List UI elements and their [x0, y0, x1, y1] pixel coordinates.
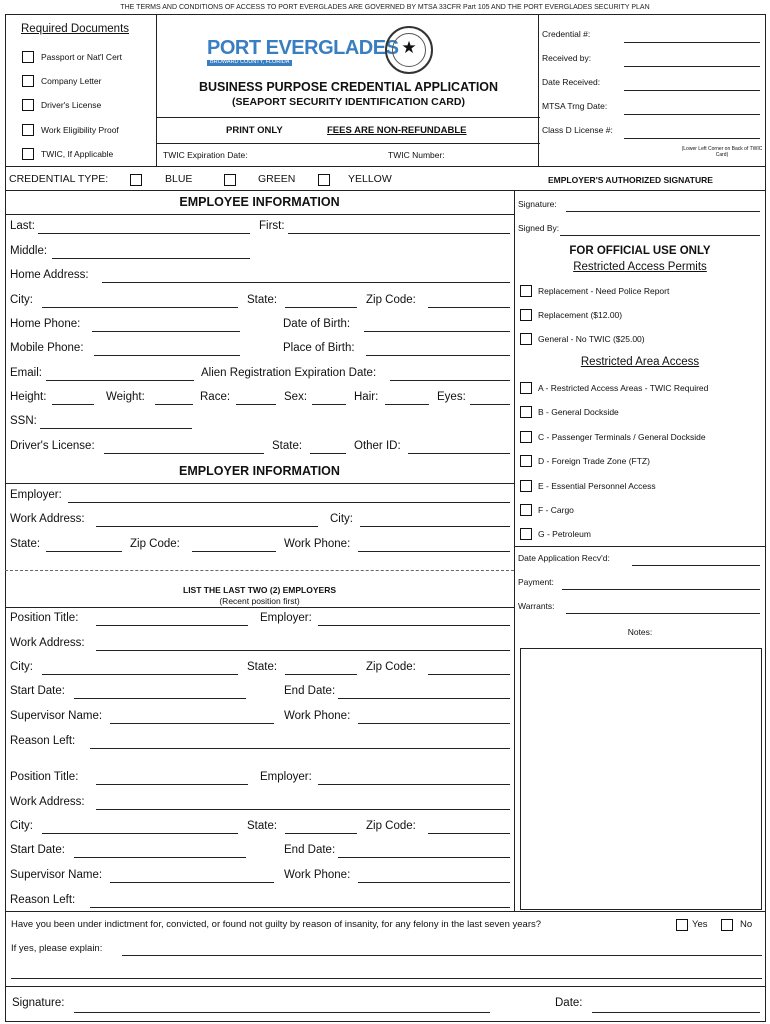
position-title-field-1[interactable] [96, 625, 248, 626]
height-label: Height: [10, 391, 47, 403]
race-field[interactable] [236, 404, 276, 405]
prev-state-field-2[interactable] [285, 833, 357, 834]
checkbox-company-letter[interactable] [22, 75, 34, 87]
checkbox-green[interactable] [224, 174, 236, 186]
area-option: A - Restricted Access Areas - TWIC Required [538, 383, 709, 393]
checkbox-drivers-license[interactable] [22, 99, 34, 111]
employer-label: Employer: [10, 489, 62, 501]
dl-state-label: State: [272, 440, 303, 452]
weight-field[interactable] [155, 404, 193, 405]
checkbox-general-no-twic[interactable] [520, 333, 532, 345]
mobile-phone-field[interactable] [94, 355, 240, 356]
date-received-label: Date Received: [542, 77, 601, 87]
signature-field[interactable] [74, 1012, 490, 1013]
ssn-field[interactable] [40, 428, 192, 429]
prev-work-address-field-2[interactable] [96, 809, 510, 810]
prev-work-phone-label: Work Phone: [284, 869, 351, 881]
explain-field-1[interactable] [122, 955, 762, 956]
checkbox-passport[interactable] [22, 51, 34, 63]
prev-employer-field-1[interactable] [318, 625, 510, 626]
checkbox-area-f[interactable] [520, 504, 532, 516]
home-phone-label: Home Phone: [10, 318, 81, 330]
supervisor-name-label: Supervisor Name: [10, 869, 103, 881]
prev-state-label: State: [247, 661, 278, 673]
position-title-field-2[interactable] [96, 784, 248, 785]
doc-label: TWIC, If Applicable [41, 149, 114, 159]
sex-field[interactable] [312, 404, 346, 405]
prev-work-address-label: Work Address: [10, 637, 85, 649]
alien-registration-field[interactable] [390, 380, 510, 381]
last-name-label: Last: [10, 220, 35, 232]
official-use-heading: FOR OFFICIAL USE ONLY [569, 245, 711, 257]
logo-subtext: BROWARD COUNTY, FLORIDA [207, 60, 292, 66]
prev-zip-field-2[interactable] [428, 833, 510, 834]
prev-work-address-field-1[interactable] [96, 650, 510, 651]
supervisor-name-field-1[interactable] [110, 723, 274, 724]
permit-option: General - No TWIC ($25.00) [538, 334, 645, 344]
date-application-received-label: Date Application Recv'd: [518, 553, 610, 563]
city-field[interactable] [42, 307, 238, 308]
mtsa-training-date-label: MTSA Trng Date: [542, 101, 608, 111]
port-everglades-logo: PORT EVERGLADES [207, 37, 399, 59]
area-option: G - Petroleum [538, 529, 591, 539]
supervisor-name-label: Supervisor Name: [10, 710, 103, 722]
permit-option: Replacement ($12.00) [538, 310, 623, 320]
eyes-field[interactable] [470, 404, 510, 405]
last-employers-heading: LIST THE LAST TWO (2) EMPLOYERS [183, 585, 336, 595]
area-option: B - General Dockside [538, 407, 619, 417]
prev-state-field-1[interactable] [285, 674, 357, 675]
email-label: Email: [10, 367, 42, 379]
employer-zip-field[interactable] [192, 551, 276, 552]
middle-name-label: Middle: [10, 245, 48, 257]
twic-number-label: TWIC Number: [388, 150, 445, 160]
felony-no-label: No [740, 919, 753, 930]
prev-employer-label: Employer: [260, 771, 312, 783]
checkbox-blue[interactable] [130, 174, 142, 186]
hair-label: Hair: [354, 391, 379, 403]
dl-state-field[interactable] [310, 453, 346, 454]
reason-left-field-1[interactable] [90, 748, 510, 749]
required-documents-heading: Required Documents [21, 23, 130, 35]
other-id-field[interactable] [408, 453, 510, 454]
area-option: D - Foreign Trade Zone (FTZ) [538, 456, 650, 466]
first-name-label: First: [259, 220, 285, 232]
end-date-label: End Date: [284, 685, 336, 697]
prev-zip-field-1[interactable] [428, 674, 510, 675]
checkbox-felony-no[interactable] [721, 919, 733, 931]
last-name-field[interactable] [38, 233, 250, 234]
checkbox-replacement-police[interactable] [520, 285, 532, 297]
employer-state-label: State: [10, 538, 41, 550]
prev-zip-label: Zip Code: [366, 820, 416, 832]
signed-by-field[interactable] [560, 235, 760, 236]
area-option: F - Cargo [538, 505, 574, 515]
work-address-field[interactable] [96, 526, 318, 527]
reason-left-label: Reason Left: [10, 894, 76, 906]
start-date-field-2[interactable] [74, 857, 246, 858]
prev-city-field-2[interactable] [42, 833, 238, 834]
checkbox-area-e[interactable] [520, 480, 532, 492]
last-employers-subheading: (Recent position first) [219, 596, 300, 606]
sheriff-seal-icon: ★ [385, 26, 433, 74]
prev-city-field-1[interactable] [42, 674, 238, 675]
home-address-label: Home Address: [10, 269, 89, 281]
signature-label: Signature: [12, 997, 65, 1009]
employer-city-field[interactable] [360, 526, 510, 527]
end-date-label: End Date: [284, 844, 336, 856]
prev-city-label: City: [10, 661, 33, 673]
employer-information-heading: EMPLOYER INFORMATION [179, 464, 340, 478]
date-label: Date: [555, 997, 583, 1009]
checkbox-area-a[interactable] [520, 382, 532, 394]
notes-label: Notes: [627, 627, 653, 637]
city-label: City: [10, 294, 33, 306]
credential-type-label: CREDENTIAL TYPE: [9, 173, 109, 185]
warrants-label: Warrants: [518, 601, 555, 611]
eyes-label: Eyes: [437, 391, 466, 403]
option-blue: BLUE [165, 173, 193, 185]
authorized-signature-heading: EMPLOYER'S AUTHORIZED SIGNATURE [548, 175, 713, 185]
form-subtitle: (SEAPORT SECURITY IDENTIFICATION CARD) [232, 96, 465, 108]
date-field[interactable] [592, 1012, 760, 1013]
date-application-received-field[interactable] [632, 565, 760, 566]
position-title-label: Position Title: [10, 771, 79, 783]
date-of-birth-field[interactable] [364, 331, 510, 332]
middle-name-field[interactable] [52, 258, 250, 259]
weight-label: Weight: [106, 391, 145, 403]
drivers-license-label: Driver's License: [10, 440, 95, 452]
zip-code-field[interactable] [428, 307, 510, 308]
race-label: Race: [200, 391, 231, 403]
employer-field[interactable] [68, 502, 510, 503]
position-title-label: Position Title: [10, 612, 79, 624]
employer-state-field[interactable] [46, 551, 122, 552]
print-only: PRINT ONLY [226, 125, 283, 136]
class-d-license-field[interactable] [624, 138, 760, 139]
ssn-label: SSN: [10, 415, 37, 427]
twic-note: (Lower Left Corner on Back of TWIC Card) [681, 146, 763, 158]
end-date-field-1[interactable] [338, 698, 510, 699]
form-title: BUSINESS PURPOSE CREDENTIAL APPLICATION [198, 80, 499, 94]
checkbox-area-b[interactable] [520, 406, 532, 418]
place-of-birth-label: Place of Birth: [283, 342, 355, 354]
received-by-field[interactable] [624, 66, 760, 67]
employer-work-phone-label: Work Phone: [284, 538, 351, 550]
date-received-field[interactable] [624, 90, 760, 91]
prev-work-phone-field-2[interactable] [358, 882, 510, 883]
place-of-birth-field[interactable] [366, 355, 510, 356]
prev-zip-label: Zip Code: [366, 661, 416, 673]
employer-work-phone-field[interactable] [358, 551, 510, 552]
top-notice: THE TERMS AND CONDITIONS OF ACCESS TO PORT EVERGLADES ARE GOVERNED BY MTSA 33CFR Part 105 AND THE PORT EVERGLADES SECURITY PLAN [120, 4, 650, 11]
twic-expiration-label: TWIC Expiration Date: [163, 150, 248, 160]
option-green: GREEN [258, 173, 296, 185]
credential-number-label: Credential #: [542, 29, 591, 39]
class-d-license-label: Class D License #: [542, 125, 613, 135]
work-address-label: Work Address: [10, 513, 85, 525]
hair-field[interactable] [385, 404, 429, 405]
area-access-heading: Restricted Area Access [580, 356, 700, 368]
checkbox-work-eligibility[interactable] [22, 124, 34, 136]
permit-option: Replacement - Need Police Report [538, 286, 670, 296]
area-option: C - Passenger Terminals / General Dockside [538, 432, 706, 442]
height-field[interactable] [52, 404, 94, 405]
doc-label: Passport or Nat'l Cert [41, 52, 122, 62]
checkbox-area-g[interactable] [520, 528, 532, 540]
checkbox-felony-yes[interactable] [676, 919, 688, 931]
checkbox-area-c[interactable] [520, 431, 532, 443]
employer-zip-label: Zip Code: [130, 538, 180, 550]
prev-city-label: City: [10, 820, 33, 832]
checkbox-area-d[interactable] [520, 455, 532, 467]
option-yellow: YELLOW [348, 173, 392, 185]
employee-information-heading: EMPLOYEE INFORMATION [179, 195, 340, 209]
auth-signature-field[interactable] [566, 211, 760, 212]
start-date-field-1[interactable] [74, 698, 246, 699]
first-name-field[interactable] [288, 233, 510, 234]
explain-field-2[interactable] [11, 978, 762, 979]
fees-notice: FEES ARE NON-REFUNDABLE [327, 125, 467, 136]
start-date-label: Start Date: [10, 685, 65, 697]
home-address-field[interactable] [102, 282, 510, 283]
start-date-label: Start Date: [10, 844, 65, 856]
drivers-license-field[interactable] [104, 453, 264, 454]
sex-label: Sex: [284, 391, 308, 403]
state-field[interactable] [285, 307, 357, 308]
end-date-field-2[interactable] [338, 857, 510, 858]
home-phone-field[interactable] [92, 331, 240, 332]
permits-heading: Restricted Access Permits [573, 261, 707, 273]
mtsa-training-date-field[interactable] [624, 114, 760, 115]
prev-state-label: State: [247, 820, 278, 832]
checkbox-replacement-fee[interactable] [520, 309, 532, 321]
state-label: State: [247, 294, 278, 306]
prev-work-address-label: Work Address: [10, 796, 85, 808]
warrants-field[interactable] [566, 613, 760, 614]
prev-work-phone-label: Work Phone: [284, 710, 351, 722]
credential-number-field[interactable] [624, 42, 760, 43]
other-id-label: Other ID: [354, 440, 401, 452]
received-by-label: Received by: [542, 53, 592, 63]
prev-work-phone-field-1[interactable] [358, 723, 510, 724]
date-of-birth-label: Date of Birth: [283, 318, 351, 330]
zip-code-label: Zip Code: [366, 294, 416, 306]
mobile-phone-label: Mobile Phone: [10, 342, 84, 354]
notes-box[interactable] [520, 648, 762, 910]
felony-question: Have you been under indictment for, convicted, or found not guilty by reason of insanity, for any felony in the last seven years? [11, 919, 542, 930]
email-field[interactable] [46, 380, 194, 381]
checkbox-twic[interactable] [22, 148, 34, 160]
employer-city-label: City: [330, 513, 353, 525]
reason-left-field-2[interactable] [90, 907, 510, 908]
supervisor-name-field-2[interactable] [110, 882, 274, 883]
doc-label: Work Eligibility Proof [41, 125, 119, 135]
alien-registration-label: Alien Registration Expiration Date: [201, 367, 377, 379]
auth-signature-label: Signature: [518, 199, 557, 209]
doc-label: Company Letter [41, 76, 102, 86]
payment-field[interactable] [562, 589, 760, 590]
prev-employer-label: Employer: [260, 612, 312, 624]
payment-label: Payment: [518, 577, 554, 587]
signed-by-label: Signed By: [518, 223, 560, 233]
felony-yes-label: Yes [692, 919, 708, 930]
reason-left-label: Reason Left: [10, 735, 76, 747]
doc-label: Driver's License [41, 100, 102, 110]
explain-label: If yes, please explain: [11, 943, 103, 954]
area-option: E - Essential Personnel Access [538, 481, 656, 491]
checkbox-yellow[interactable] [318, 174, 330, 186]
prev-employer-field-2[interactable] [318, 784, 510, 785]
